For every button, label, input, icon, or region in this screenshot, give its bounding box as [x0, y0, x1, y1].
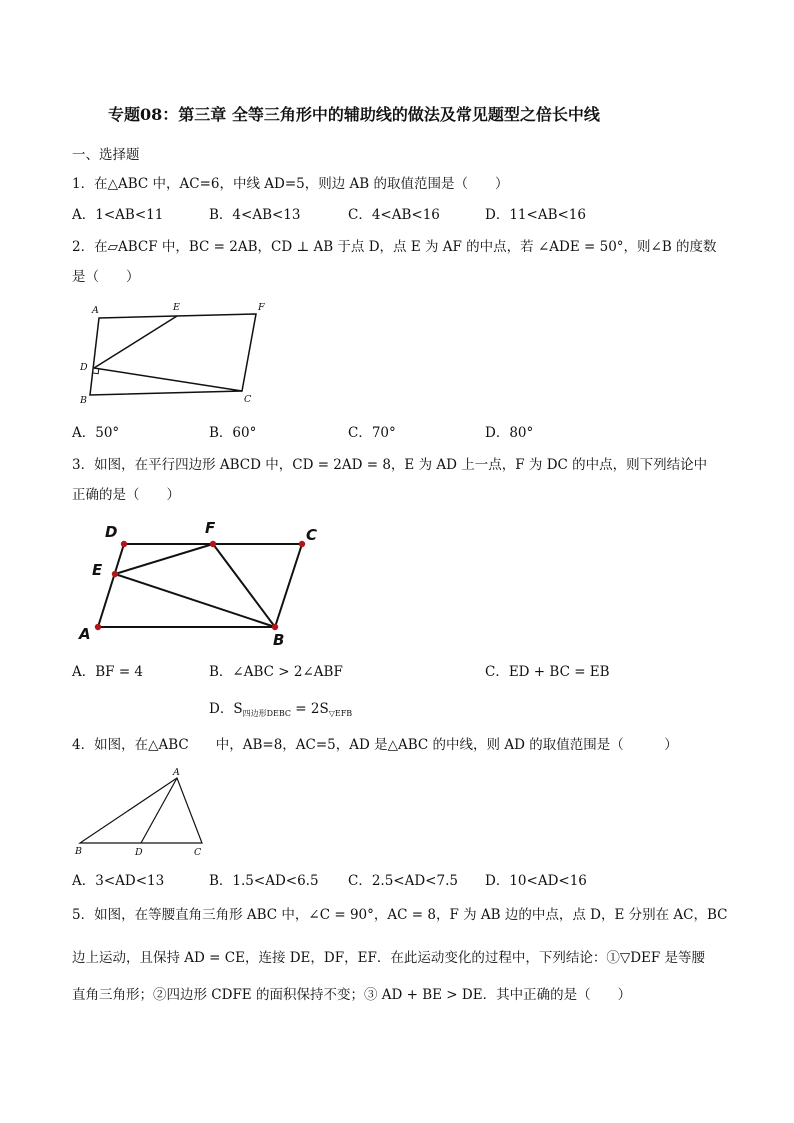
q4-option-b: B．1.5<AD<6.5: [209, 873, 319, 889]
q3-option-d-middle: = 2S: [290, 701, 329, 717]
q4-label-a: A: [173, 767, 180, 778]
q2-option-c: C．70°: [348, 425, 396, 441]
q3-option-d-subscript-2: ▽EFB: [328, 709, 353, 718]
q2-option-d: D．80°: [485, 425, 534, 441]
q2-label-c: C: [244, 394, 252, 405]
q3-option-d: [209, 700, 352, 723]
q3-option-b: B．∠ABC > 2∠ABF: [209, 664, 343, 680]
q2-option-a: A．50°: [72, 425, 120, 441]
q3-option-a: A．BF = 4: [72, 664, 144, 680]
q1-option-a: A．1<AB<11: [72, 207, 164, 223]
q2-stem-line1: 2．在▱ABCF 中，BC = 2AB，CD ⊥ AB 于点 D，点 E 为 AF 的中点，若 ∠ADE = 50°，则∠B 的度数: [72, 239, 717, 255]
q3-option-d-prefix: D．S: [209, 701, 243, 717]
q1-option-c: C．4<AB<16: [348, 207, 440, 223]
q5-line3: 直角三角形；②四边形 CDFE 的面积保持不变；③ AD + BE > DE．其中正确的是（ ）: [72, 987, 632, 1003]
q3-label-e: E: [92, 561, 103, 579]
q2-label-f: F: [258, 302, 265, 313]
q5-line2: 边上运动，且保持 AD = CE，连接 DE，DF，EF．在此运动变化的过程中，下列结论：①▽DEF 是等腰: [72, 950, 706, 966]
q4-option-a: A．3<AD<13: [72, 873, 165, 889]
q2-label-e: E: [173, 302, 180, 313]
q1-option-d: D．11<AB<16: [485, 207, 586, 223]
q2-label-a: A: [92, 305, 99, 316]
q5-line1: 5．如图，在等腰直角三角形 ABC 中，∠C = 90°，AC = 8，F 为 AB 边的中点，点 D，E 分别在 AC，BC: [72, 907, 728, 923]
q3-label-b: B: [273, 631, 285, 649]
q2-stem-line2: 是（ ）: [72, 269, 140, 285]
q4-stem: 4．如图，在△ABC 中，AB=8，AC=5，AD 是△ABC 的中线，则 AD 的取值范围是（ ）: [72, 737, 678, 753]
q3-stem-line2: 正确的是（ ）: [72, 487, 180, 503]
q2-label-b: B: [80, 395, 87, 406]
q2-parallelogram-figure: [72, 298, 272, 410]
q3-label-f: F: [205, 519, 216, 537]
section-heading: 一、选择题: [72, 147, 140, 163]
page-title: 专题08：第三章 全等三角形中的辅助线的做法及常见题型之倍长中线: [108, 105, 600, 124]
q4-option-d: D．10<AD<16: [485, 873, 587, 889]
q4-label-b: B: [75, 846, 82, 857]
q3-stem-line1: 3．如图，在平行四边形 ABCD 中，CD = 2AD = 8，E 为 AD 上一点，F 为 DC 的中点，则下列结论中: [72, 457, 708, 473]
q3-option-c: C．ED + BC = EB: [485, 664, 610, 680]
q3-label-c: C: [306, 526, 318, 544]
q1-option-b: B．4<AB<13: [209, 207, 301, 223]
q2-label-d: D: [80, 362, 88, 373]
q3-option-d-subscript-1: 四边形DEBC: [242, 709, 291, 718]
q3-parallelogram-figure: [72, 515, 342, 650]
q3-label-d: D: [105, 523, 118, 541]
q3-label-a: A: [79, 625, 91, 643]
q4-label-c: C: [194, 847, 202, 858]
q4-triangle-figure: [72, 766, 222, 864]
q4-label-d: D: [135, 847, 143, 858]
q1-stem: 1．在△ABC 中，AC=6，中线 AD=5，则边 AB 的取值范围是（ ）: [72, 176, 509, 192]
q2-option-b: B．60°: [209, 425, 257, 441]
q4-option-c: C．2.5<AD<7.5: [348, 873, 458, 889]
